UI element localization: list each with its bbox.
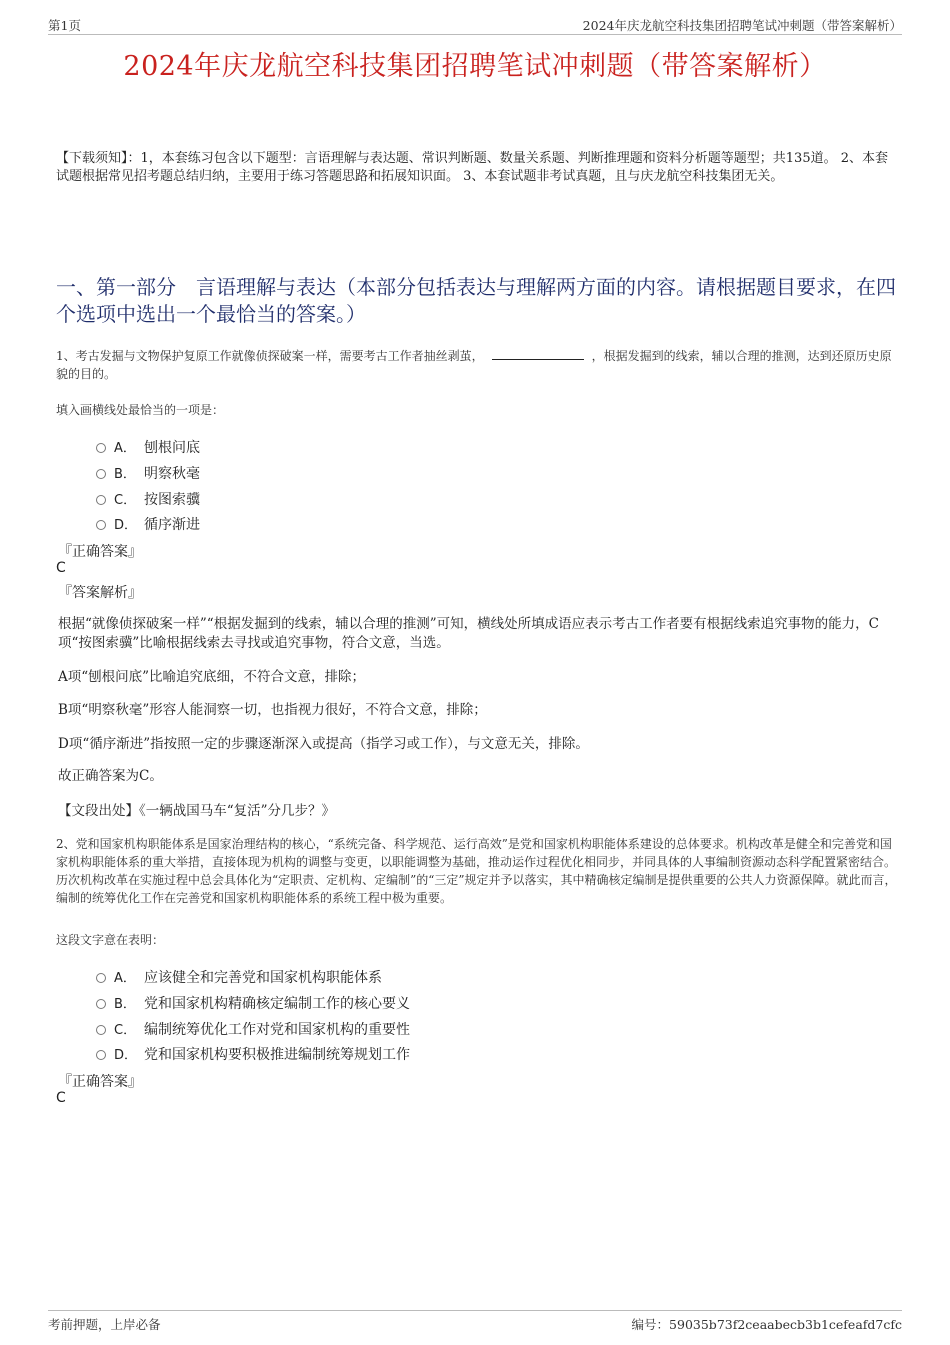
option-letter: A． [114, 971, 136, 986]
option-letter: B． [114, 467, 136, 482]
header-doc-title: 2024年庆龙航空科技集团招聘笔试冲刺题（带答案解析） [582, 18, 902, 33]
analysis-option-d: D项“循序渐进”指按照一定的步骤逐渐深入或提高（指学习或工作），与文意无关，排除。 [58, 736, 589, 752]
document-title: 2024年庆龙航空科技集团招聘笔试冲刺题（带答案解析） [123, 51, 827, 82]
option-letter: C． [114, 1023, 137, 1038]
option-text: 党和国家机构精确核定编制工作的核心要义 [144, 996, 410, 1012]
analysis-option-a: A项“刨根问底”比喻追究底细，不符合文意，排除； [58, 669, 366, 685]
radio-icon[interactable] [96, 1050, 106, 1060]
passage-source: 【文段出处】《一辆战国马车“复活”分几步？》 [58, 803, 336, 819]
question-1-text-before: 1、考古发掘与文物保护复原工作就像侦探破案一样，需要考古工作者抽丝剥茧， [56, 349, 484, 363]
option-letter: A． [114, 441, 136, 456]
question-1-prompt: 填入画横线处最恰当的一项是： [56, 403, 225, 417]
option-text: 刨根问底 [144, 440, 200, 456]
option-text: 按图索骥 [144, 492, 200, 508]
page-footer [48, 1310, 902, 1337]
option-letter: C． [114, 493, 137, 508]
question-1-text-after: ，根据发掘到的线索，辅以合理的推测，达到还原历史原貌的目的。 [56, 349, 892, 381]
question-1-option-c[interactable] [96, 489, 200, 509]
fill-blank [492, 348, 584, 360]
question-1-option-d[interactable] [96, 514, 200, 534]
radio-icon[interactable] [96, 973, 106, 983]
option-letter: B． [114, 997, 136, 1012]
option-letter: D． [114, 1048, 138, 1063]
question-2-option-d[interactable] [96, 1044, 410, 1064]
correct-answer: C [56, 1090, 66, 1106]
option-text: 编制统筹优化工作对党和国家机构的重要性 [144, 1022, 410, 1038]
footer-slogan: 考前押题，上岸必备 [48, 1317, 161, 1332]
question-2-text: 2、党和国家机构职能体系是国家治理结构的核心，“系统完备、科学规范、运行高效”是党和国家机构职能体系建设的总体要求。机构改革是健全和完善党和国家机构职能体系的重大举措，直接体现为机构的调整与变更，以职能调整为基础，推动运作过程优化相同步，并同具体的人事编制资源动态科学配置紧密结合。历次机构改革在实施过程中总会具体化为“定职责、定机构、定编制”的“三定”规定并予以落实，其中精确核定编制是提供重要的公共人力资源保障。就此而言，编制的统筹优化工作在完善党和国家机构职能体系的系统工程中极为重要。 [56, 837, 897, 905]
analysis-paragraph: 根据“就像侦探破案一样”“根据发掘到的线索，辅以合理的推测”可知，横线处所填成语应表示考古工作者要有根据线索追究事物的能力，C项“按图索骥”比喻根据线索去寻找或追究事物，符合文意，当选。 [58, 616, 879, 651]
radio-icon[interactable] [96, 999, 106, 1009]
download-notice: 【下载须知】：1，本套练习包含以下题型：言语理解与表达题、常识判断题、数量关系题、判断推理题和资料分析题等题型；共135道。 2、本套试题根据常见招考题总结归纳，主要用于练习答题思路和拓展知识面。 3、本套试题非考试真题，且与庆龙航空科技集团无关。 [56, 151, 888, 184]
option-text: 党和国家机构要积极推进编制统筹规划工作 [144, 1047, 410, 1063]
radio-icon[interactable] [96, 520, 106, 530]
option-text: 应该健全和完善党和国家机构职能体系 [144, 970, 382, 986]
page-number: 第1页 [48, 18, 81, 33]
option-letter: D． [114, 518, 138, 533]
radio-icon[interactable] [96, 1025, 106, 1035]
radio-icon[interactable] [96, 443, 106, 453]
question-1-option-b[interactable] [96, 463, 200, 483]
option-text: 循序渐进 [144, 517, 200, 533]
analysis-label: 『答案解析』 [58, 585, 142, 601]
correct-answer-label: 『正确答案』 [58, 1074, 142, 1090]
question-2-option-c[interactable] [96, 1019, 410, 1039]
analysis-conclusion: 故正确答案为C。 [58, 768, 163, 784]
correct-answer-label: 『正确答案』 [58, 544, 142, 560]
question-2-option-b[interactable] [96, 993, 410, 1013]
document-id: 编号：59035b73f2ceaabecb3b1cefeafd7cfc [631, 1317, 902, 1332]
section-heading: 一、第一部分 言语理解与表达（本部分包括表达与理解两方面的内容。请根据题目要求，在四个选项中选出一个最恰当的答案。） [56, 275, 896, 326]
page-header [48, 14, 902, 35]
analysis-option-b: B项“明察秋毫”形容人能洞察一切，也指视力很好，不符合文意，排除； [58, 702, 487, 718]
correct-answer: C [56, 560, 66, 576]
option-text: 明察秋毫 [144, 466, 200, 482]
question-1-text [56, 347, 898, 383]
radio-icon[interactable] [96, 495, 106, 505]
question-2-option-a[interactable] [96, 967, 382, 987]
radio-icon[interactable] [96, 469, 106, 479]
question-1-option-a[interactable] [96, 437, 200, 457]
question-2-prompt: 这段文字意在表明： [56, 933, 165, 947]
